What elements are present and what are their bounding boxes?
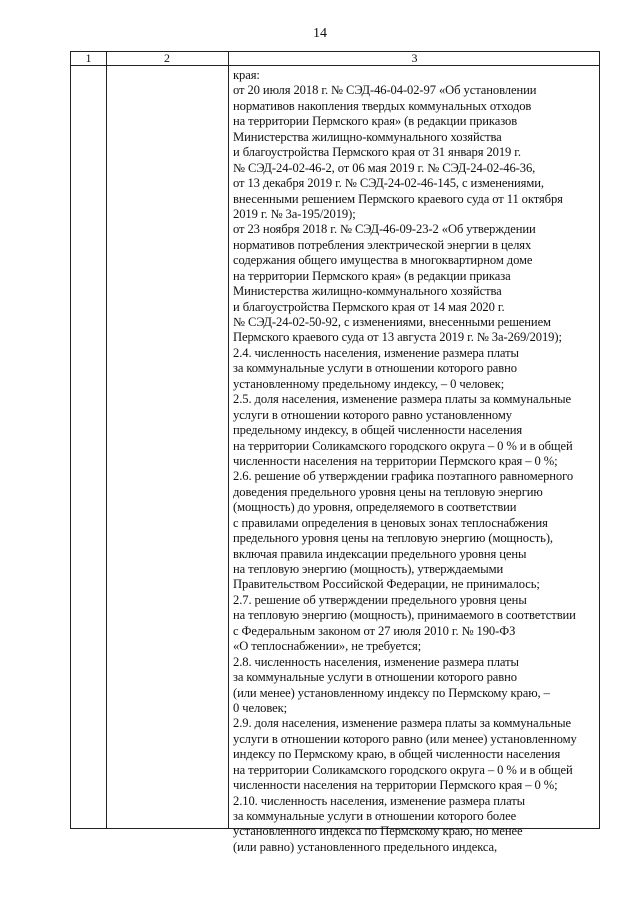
text-line: доведения предельного уровня цены на тепловую энергию: [233, 484, 543, 499]
text-line: с Федеральным законом от 27 июля 2010 г. № 190-ФЗ: [233, 623, 516, 638]
text-line: предельному индексу, в общей численности населения: [233, 423, 523, 438]
text-line: численности населения на территории Пермского края – 0 %;: [233, 453, 558, 468]
text-line: Министерства жилищно-коммунального хозяйства: [233, 284, 502, 299]
text-line: (мощность) до уровня, определяемого в соответствии: [233, 500, 517, 515]
text-line: 2019 г. № 3а-195/2019);: [233, 206, 356, 221]
text-line: индексу по Пермскому краю, в общей численности населения: [233, 747, 561, 762]
text-line: и благоустройства Пермского края от 31 января 2019 г.: [233, 145, 521, 160]
text-line: от 20 июля 2018 г. № СЭД-46-04-02-97 «Об установлении: [233, 83, 537, 98]
text-line: от 13 декабря 2019 г. № СЭД-24-02-46-145, с изменениями,: [233, 176, 544, 191]
text-line: на тепловую энергию (мощность), принимаемого в соответствии: [233, 608, 576, 623]
column-header-3: 3: [411, 51, 418, 65]
text-line: № СЭД-24-02-50-92, с изменениями, внесенными решением: [233, 315, 551, 329]
text-line: услуги в отношении которого равно (или менее) установленному: [233, 731, 577, 746]
text-line: на территории Соликамского городского округа – 0 % и в общей: [233, 438, 573, 453]
text-line: численности населения на территории Пермского края – 0 %;: [233, 778, 558, 793]
text-line: установленному предельному индексу, – 0 человек;: [233, 376, 505, 391]
text-line: № СЭД-24-02-46-2, от 06 мая 2019 г. № СЭД-24-02-46-36,: [233, 160, 536, 175]
text-line: «О теплоснабжении», не требуется;: [233, 639, 422, 654]
text-line: за коммунальные услуги в отношении которого равно: [233, 670, 517, 685]
text-line: (или равно) установленного предельного индекса,: [233, 839, 498, 854]
text-line: на территории Пермского края» (в редакции приказа: [233, 268, 511, 283]
text-line: (или менее) установленному индексу по Пермскому краю, –: [233, 685, 550, 700]
text-line: и благоустройства Пермского края от 14 мая 2020 г.: [233, 299, 505, 314]
text-line: установленного индекса по Пермскому краю, но менее: [233, 824, 523, 839]
text-line: за коммунальные услуги в отношении которого более: [233, 809, 517, 823]
text-line: предельного уровня цены на тепловую энергию (мощность),: [233, 531, 553, 546]
text-line: Пермского краевого суда от 13 августа 2019 г. № 3а-269/2019);: [233, 330, 562, 345]
text-line: нормативов накопления твердых коммунальных отходов: [233, 98, 532, 113]
text-line: Правительством Российской Федерации, не принималось;: [233, 577, 540, 592]
text-line: нормативов потребления электрической энергии в целях: [233, 237, 532, 252]
text-line: на территории Соликамского городского округа – 0 % и в общей: [233, 762, 573, 777]
text-line: Министерства жилищно-коммунального хозяйства: [233, 129, 502, 144]
text-line: 0 человек;: [233, 700, 288, 715]
text-line: от 23 ноября 2018 г. № СЭД-46-09-23-2 «Об утверждении: [233, 222, 536, 237]
text-line: внесенными решением Пермского краевого суда от 11 октября: [233, 191, 563, 206]
text-line: с правилами определения в ценовых зонах теплоснабжения: [233, 515, 548, 530]
column-header-2: 2: [164, 51, 170, 65]
table-header-row: [71, 52, 599, 66]
text-line: услуги в отношении которого равно установленному: [233, 407, 512, 422]
text-line: на тепловую энергию (мощность), утверждаемыми: [233, 562, 504, 576]
text-line: 2.7. решение об утверждении предельного уровня цены: [233, 592, 527, 607]
text-line: на территории Пермского края» (в редакции приказов: [233, 114, 518, 129]
text-line: 2.10. численность населения, изменение размера платы: [233, 793, 526, 808]
text-line: края:: [233, 68, 260, 82]
text-line: 2.4. численность населения, изменение размера платы: [233, 345, 519, 360]
text-line: 2.5. доля населения, изменение размера платы за коммунальные: [233, 392, 571, 407]
text-line: 2.9. доля населения, изменение размера платы за коммунальные: [233, 716, 571, 731]
column-divider-2: [228, 52, 229, 828]
page-number: 14: [313, 26, 327, 41]
text-line: содержания общего имущества в многоквартирном доме: [233, 253, 533, 268]
column-3-text: [233, 68, 597, 855]
document-table: [70, 51, 600, 854]
column-header-1: 1: [85, 51, 92, 65]
text-line: включая правила индексации предельного уровня цены: [233, 546, 527, 561]
column-divider-1: [106, 52, 107, 828]
text-line: 2.6. решение об утверждении графика поэтапного равномерного: [233, 469, 574, 484]
text-line: за коммунальные услуги в отношении которого равно: [233, 361, 517, 376]
text-line: 2.8. численность населения, изменение размера платы: [233, 654, 519, 669]
